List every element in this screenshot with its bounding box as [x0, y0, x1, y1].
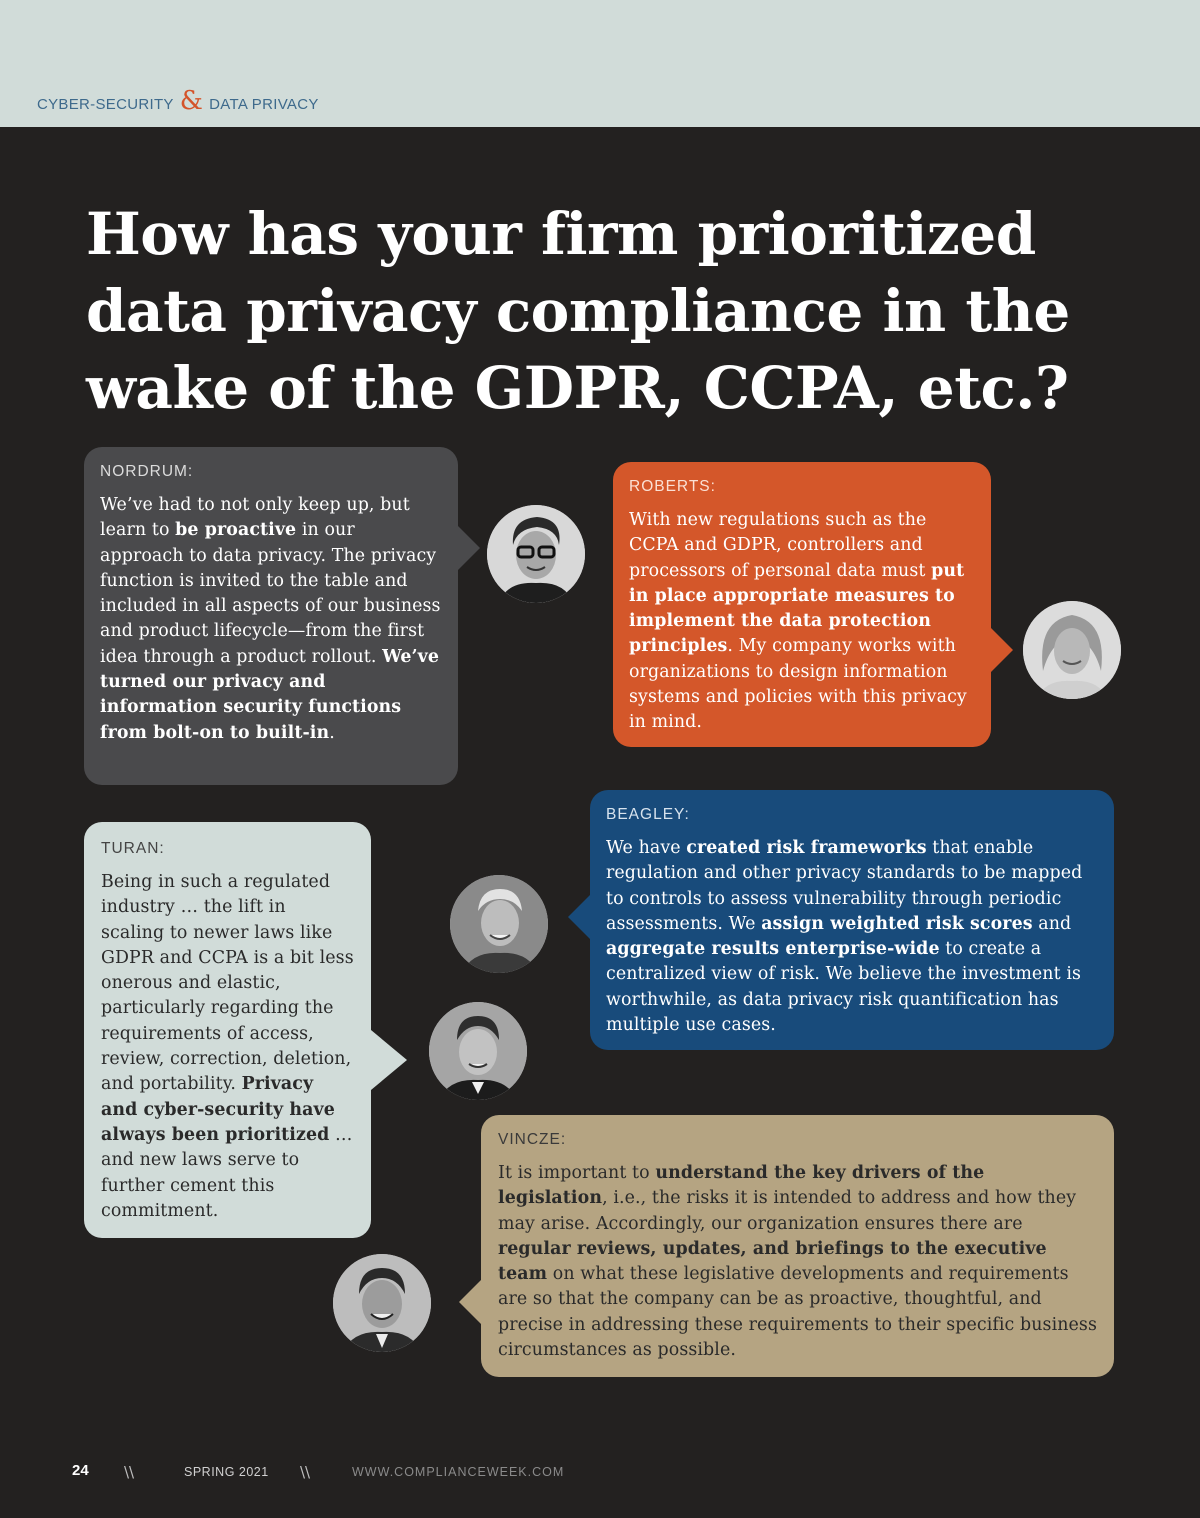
footer-separator: \\ [300, 1463, 311, 1481]
quote-text-run: in our approach to data privacy. The privacy function is invited to the table and included in all aspects of our business and product lifecycle—from the first idea through a product rollout. [100, 520, 441, 667]
quote-bold-run: We’ve turned our privacy and information security functions from bolt-on to built-in [100, 646, 440, 743]
section-label-ampersand: & [179, 86, 204, 116]
speaker-name: VINCZE: [498, 1131, 567, 1148]
quote-text [101, 870, 354, 1224]
quote-text-run: . [329, 722, 335, 743]
quote-text [629, 508, 975, 736]
section-label [37, 86, 319, 116]
quote-bold-run: created risk frameworks [686, 838, 927, 858]
quote-bold-run: Privacy and cyber-security have always been prioritized [101, 1074, 335, 1145]
issue-date: SPRING 2021 [184, 1465, 269, 1479]
avatar-roberts [1023, 601, 1121, 699]
quote-bubble-beagley [590, 790, 1114, 1050]
avatar-turan [429, 1002, 527, 1100]
speaker-name: TURAN: [101, 840, 165, 857]
speaker-name: ROBERTS: [629, 478, 716, 495]
footer-separator: \\ [124, 1463, 135, 1481]
quote-bubble-roberts [613, 462, 991, 747]
section-label-left: CYBER-SECURITY [37, 96, 174, 113]
bubble-pointer [991, 628, 1013, 672]
quote-text [100, 493, 442, 746]
title-line-2: data privacy compliance in the [86, 277, 1070, 345]
avatar-beagley [450, 875, 548, 973]
quote-text-run: … and new laws serve to further cement this commitment. [101, 1124, 353, 1221]
section-label-right: DATA PRIVACY [209, 96, 319, 113]
quote-text-run: Being in such a regulated industry … the lift in scaling to newer laws like GDPR and CCPA is a bit less onerous and elastic, particularly regarding the requirements of access, review, correction, deletion, and portability. [101, 872, 354, 1095]
quote-bold-run: assign weighted risk scores [761, 913, 1033, 934]
bubble-pointer [459, 1280, 481, 1324]
quote-text-run: With new regulations such as the CCPA and GDPR, controllers and processors of personal data must [629, 510, 932, 581]
quote-bubble-nordrum [84, 447, 458, 785]
quote-text-run: that enable regulation and other privacy standards to be mapped to controls to assess vulnerability through periodic assessments. We [606, 838, 1083, 934]
quote-text-run: . My company works with organizations to design information systems and policies with this privacy in mind. [629, 636, 967, 733]
quote-text-run: on what these legislative developments and requirements are so that the company can be as proactive, thoughtful, and precise in addressing these requirements to their specific business circumstances as possible. [498, 1264, 1097, 1361]
bubble-pointer [568, 895, 590, 939]
speaker-name: NORDRUM: [100, 463, 194, 480]
quote-text-run: It is important to [498, 1163, 656, 1183]
title-line-3: wake of the GDPR, CCPA, etc.? [86, 354, 1069, 422]
website-url: WWW.COMPLIANCEWEEK.COM [352, 1465, 565, 1479]
quote-text-run: We have [606, 838, 687, 858]
bubble-pointer [458, 526, 480, 570]
title-line-1: How has your firm prioritized [86, 200, 1036, 268]
speaker-name: BEAGLEY: [606, 806, 690, 823]
quote-bold-run: aggregate results enterprise-wide [606, 939, 940, 960]
page-number: 24 [72, 1462, 89, 1479]
quote-text-run: to create a centralized view of risk. We believe the investment is worthwhile, as data privacy risk quantification has multiple use cases. [606, 939, 1082, 1036]
quote-text-run: We’ve had to not only keep up, but learn to [100, 495, 410, 541]
quote-text-run: , i.e., the risks it is intended to address and how they may arise. Accordingly, our organization ensures there are [498, 1188, 1077, 1234]
quote-bubble-turan [84, 822, 371, 1238]
quote-text-run: and [1032, 913, 1072, 934]
bubble-pointer [371, 1030, 407, 1090]
quote-text [498, 1161, 1097, 1363]
page-title [86, 196, 1146, 427]
quote-text [606, 836, 1098, 1038]
quote-bold-run: understand the key drivers of the legislation [498, 1163, 985, 1209]
quote-bold-run: regular reviews, updates, and briefings to the executive team [498, 1238, 1047, 1285]
avatar-vincze [333, 1254, 431, 1352]
avatar-nordrum [487, 505, 585, 603]
quote-bubble-vincze [481, 1115, 1114, 1377]
quote-bold-run: be proactive [175, 520, 297, 541]
quote-bold-run: put in place appropriate measures to implement the data protection principles [629, 560, 965, 657]
